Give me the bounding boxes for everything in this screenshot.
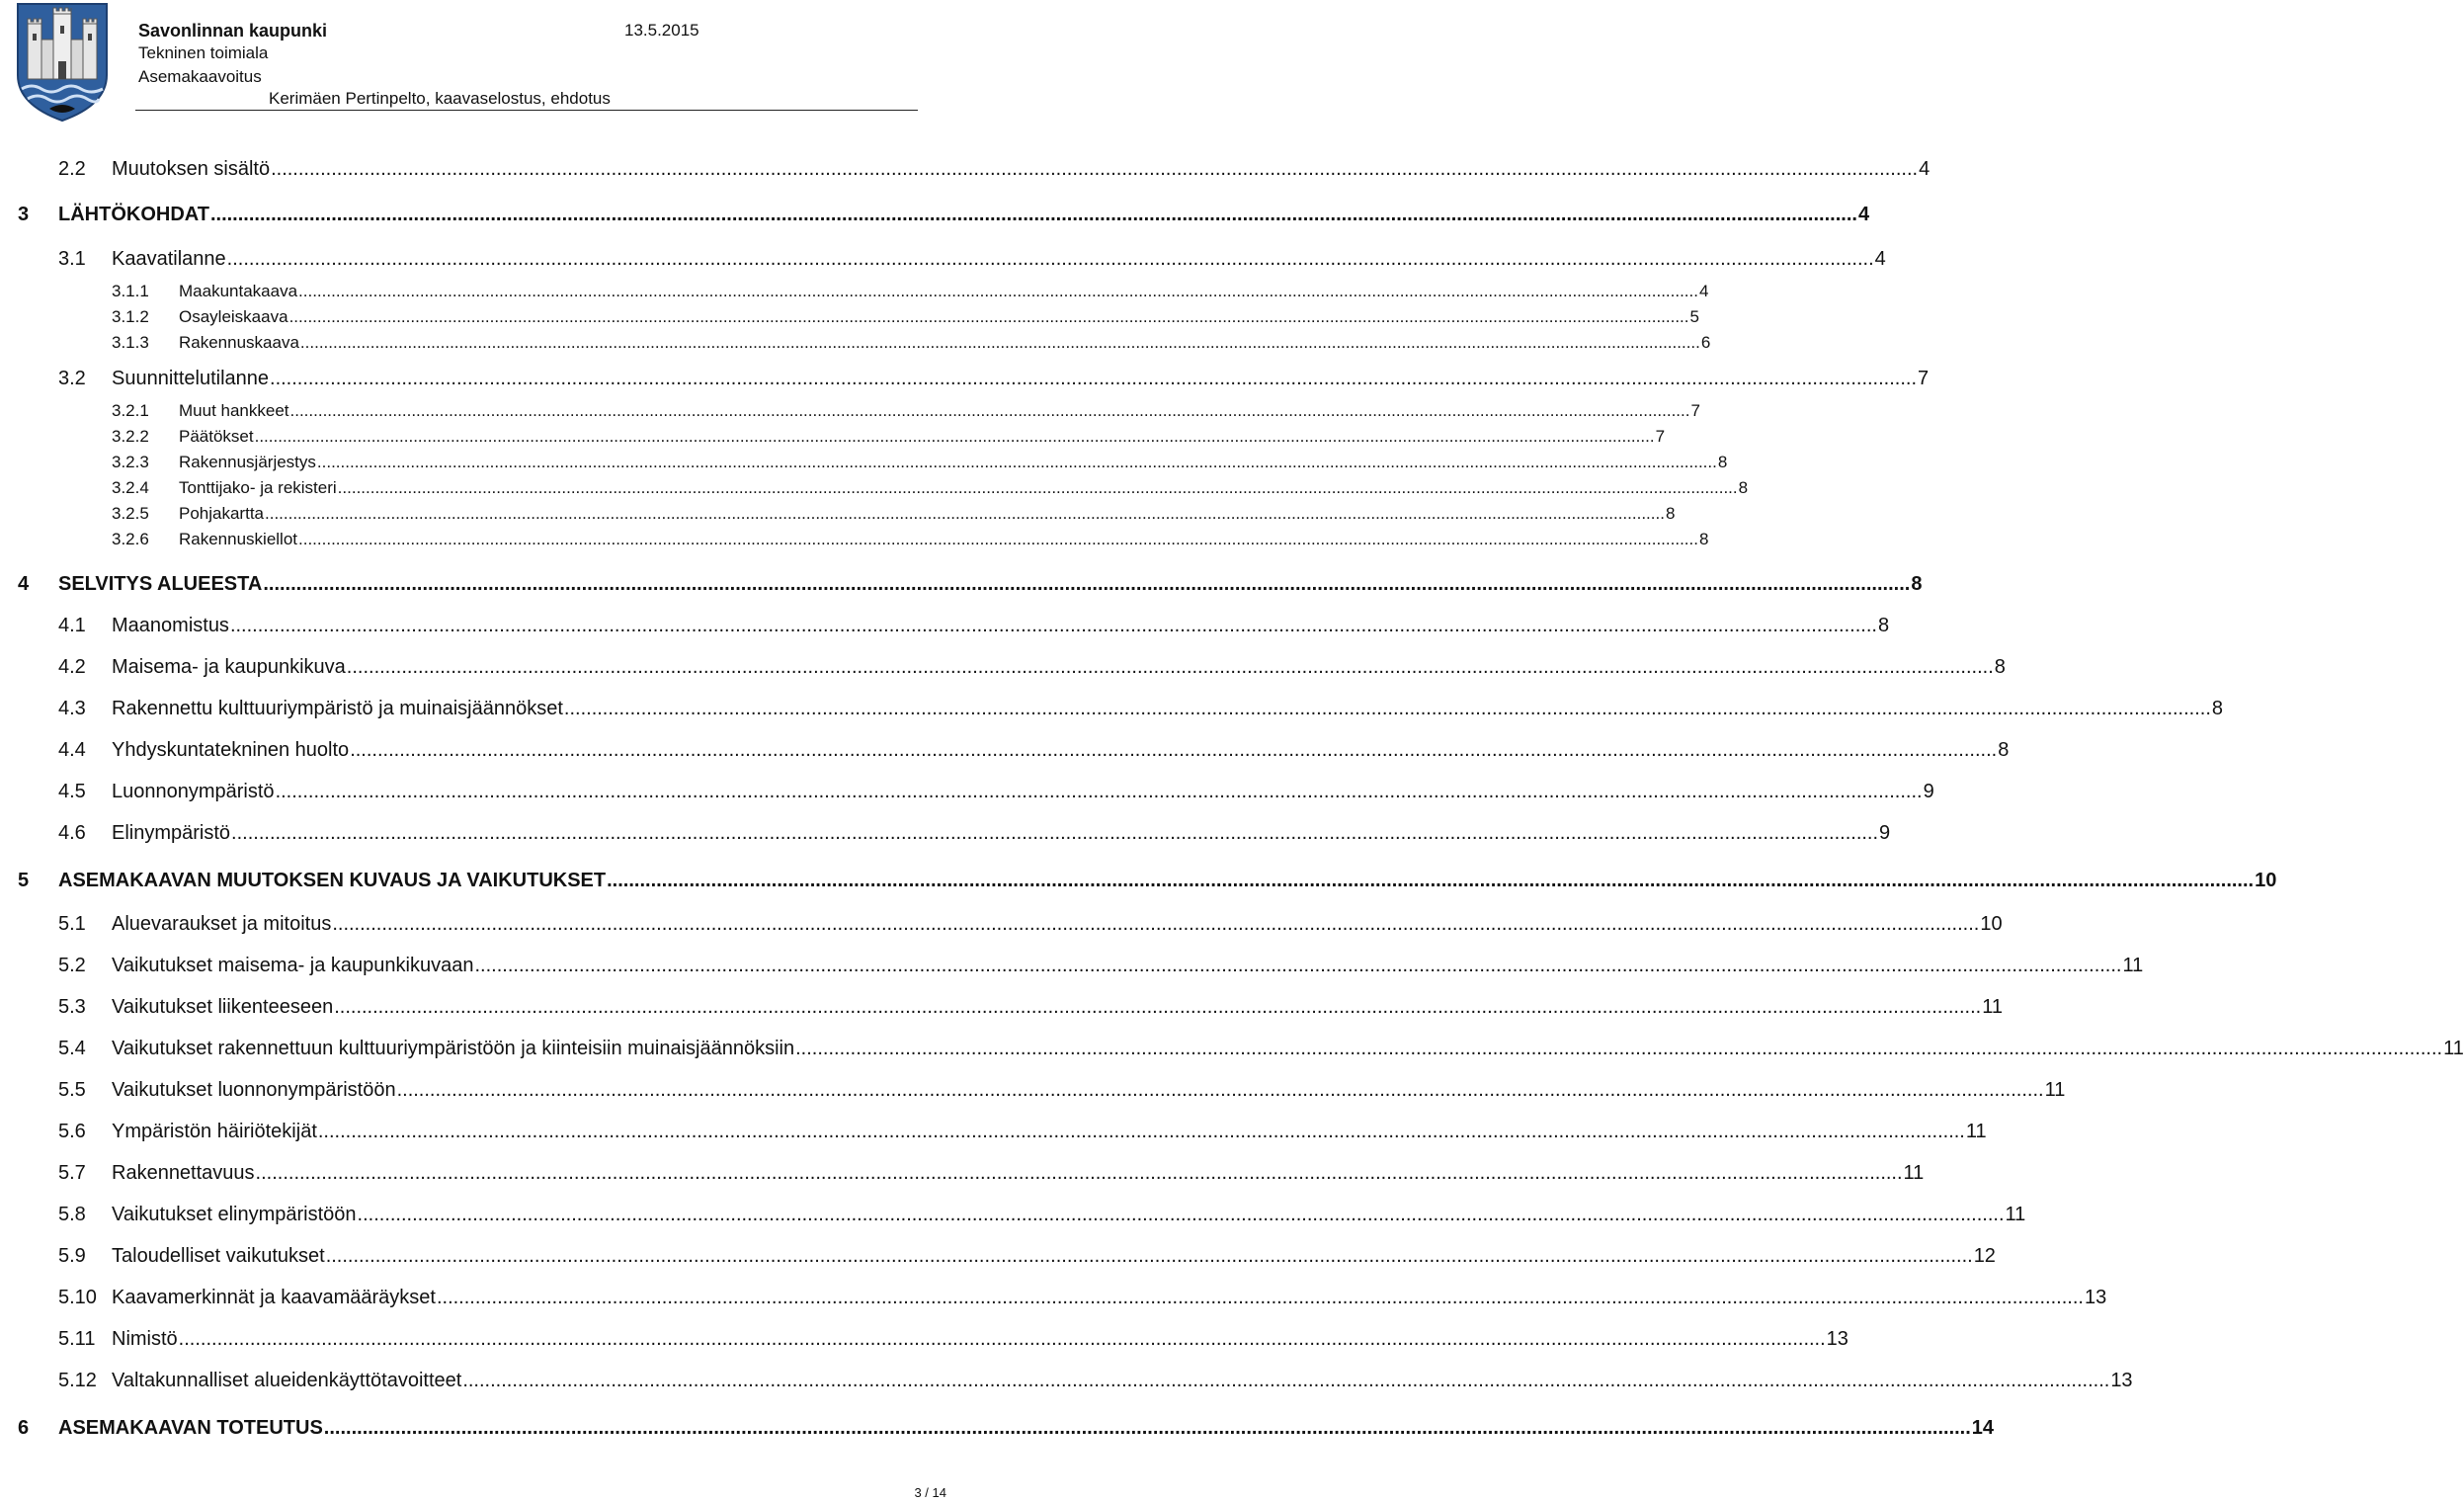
toc-entry[interactable] <box>0 1417 1995 1443</box>
toc-entry-title: Rakennettavuus <box>112 1162 255 1184</box>
toc-entry-title: Osayleiskaava <box>179 307 288 326</box>
toc-entry-page: 7 <box>1690 401 1700 420</box>
toc-entry[interactable] <box>0 1328 1848 1354</box>
toc-leader-dots: ............................................................................................................................................................................................................................................................................................................ <box>563 698 2211 719</box>
page-number: 3 / 14 <box>914 1485 946 1500</box>
toc-entry-line <box>112 158 1930 181</box>
toc-entry-page: 11 <box>1982 996 2003 1018</box>
toc-entry-title: Maanomistus <box>112 615 229 636</box>
toc-leader-dots: ............................................................................................................................................................................................................................................................................................................ <box>346 656 1994 678</box>
toc-entry-title: Rakennuskaava <box>179 333 299 352</box>
toc-entry-page: 8 <box>1911 573 1923 595</box>
toc-entry-page: 9 <box>1879 822 1891 844</box>
toc-entry-number: 3.2.3 <box>112 453 149 471</box>
toc-entry-line <box>112 955 2144 977</box>
toc-entry-number: 5.12 <box>58 1370 97 1391</box>
toc-entry-line <box>112 656 2006 679</box>
toc-entry-line <box>112 822 1891 845</box>
toc-entry-number: 3 <box>18 204 30 225</box>
toc-entry-number: 6 <box>18 1417 30 1439</box>
toc-entry[interactable] <box>0 615 1890 640</box>
toc-entry-number: 3.2.6 <box>112 530 149 548</box>
toc-leader-dots: ............................................................................................................................................................................................................................................................................................................ <box>271 158 1919 180</box>
toc-entry-page: 7 <box>1918 368 1930 389</box>
toc-entry[interactable] <box>0 822 1891 848</box>
toc-entry-line <box>112 913 2003 936</box>
toc-leader-dots: ............................................................................................................................................................................................................................................................................................................ <box>275 781 1923 802</box>
toc-entry[interactable] <box>0 1038 2464 1063</box>
toc-entry-number: 5.10 <box>58 1287 97 1308</box>
toc-leader-dots: ............................................................................................................................................................................................................................................................................................................ <box>178 1328 1826 1350</box>
toc-entry-title: ASEMAKAAVAN MUUTOKSEN KUVAUS JA VAIKUTUKSET <box>58 870 607 891</box>
toc-entry-page: 8 <box>1698 530 1709 548</box>
toc-entry-page: 4 <box>1874 248 1886 270</box>
toc-leader-dots: ............................................................................................................................................................................................................................................................................................................ <box>298 530 1698 548</box>
toc-entry-line <box>112 1204 2026 1226</box>
toc-leader-dots: ............................................................................................................................................................................................................................................................................................................ <box>254 427 1655 446</box>
department-name: Tekninen toimiala <box>138 43 269 62</box>
toc-entry-number: 4 <box>18 573 30 595</box>
toc-leader-dots: ............................................................................................................................................................................................................................................................................................................ <box>229 615 1877 636</box>
toc-leader-dots: ............................................................................................................................................................................................................................................................................................................ <box>357 1204 2005 1225</box>
toc-entry-line <box>112 1245 1996 1268</box>
toc-entry-page: 11 <box>1903 1162 1925 1184</box>
toc-entry[interactable] <box>0 739 2010 765</box>
toc-entry-page: 10 <box>1980 913 2003 935</box>
toc-entry-number: 4.1 <box>58 615 86 636</box>
toc-entry-page: 6 <box>1700 333 1711 352</box>
toc-leader-dots: ............................................................................................................................................................................................................................................................................................................ <box>226 248 1874 270</box>
toc-entry-number: 3.2.2 <box>112 427 149 446</box>
toc-entry-number: 3.1 <box>58 248 86 270</box>
toc-entry[interactable] <box>0 453 1728 474</box>
toc-entry-title: Vaikutukset maisema- ja kaupunkikuvaan <box>112 955 474 976</box>
toc-entry-title: Elinympäristö <box>112 822 231 844</box>
toc-entry-page: 13 <box>2110 1370 2133 1391</box>
toc-entry-number: 5.4 <box>58 1038 86 1059</box>
toc-leader-dots: ............................................................................................................................................................................................................................................................................................................ <box>436 1287 2084 1308</box>
toc-entry-page: 8 <box>1998 739 2010 761</box>
toc-entry-title: Kaavamerkinnät ja kaavamääräykset <box>112 1287 436 1308</box>
toc-entry-number: 5.1 <box>58 913 86 935</box>
toc-entry-number: 4.5 <box>58 781 86 802</box>
toc-entry-line <box>179 401 1700 421</box>
toc-entry-page: 13 <box>2084 1287 2107 1308</box>
toc-entry-title: Vaikutukset rakennettuun kulttuuriympäristöön ja kiinteisiin muinaisjäännöksiin <box>112 1038 795 1059</box>
toc-entry-page: 7 <box>1655 427 1666 446</box>
toc-entry-line <box>112 1328 1848 1351</box>
toc-entry-title: Päätökset <box>179 427 254 446</box>
toc-entry-title: Rakennuskiellot <box>179 530 298 548</box>
toc-entry-line <box>112 615 1890 637</box>
toc-entry-page: 13 <box>1826 1328 1848 1350</box>
toc-entry[interactable] <box>0 530 1709 551</box>
toc-entry-number: 3.1.1 <box>112 282 149 300</box>
toc-entry-number: 5.6 <box>58 1121 86 1142</box>
toc-entry-page: 11 <box>2443 1038 2464 1059</box>
toc-leader-dots: ............................................................................................................................................................................................................................................................................................................ <box>270 368 1918 389</box>
toc-entry-title: Maisema- ja kaupunkikuva <box>112 656 346 678</box>
toc-entry-line <box>179 478 1749 498</box>
toc-entry-number: 3.1.3 <box>112 333 149 352</box>
toc-entry[interactable] <box>0 573 1923 599</box>
toc-leader-dots: ............................................................................................................................................................................................................................................................................................................ <box>337 478 1738 497</box>
toc-entry[interactable] <box>0 656 2006 682</box>
toc-entry-title: Pohjakartta <box>179 504 264 523</box>
toc-entry-page: 10 <box>2255 870 2277 891</box>
unit-name: Asemakaavoitus <box>138 67 262 86</box>
toc-entry-line <box>112 1121 1987 1143</box>
toc-entry-line <box>179 333 1711 353</box>
toc-entry-line <box>112 781 1934 803</box>
toc-leader-dots: ............................................................................................................................................................................................................................................................................................................ <box>209 204 1857 225</box>
toc-entry-number: 5.7 <box>58 1162 86 1184</box>
toc-entry-page: 4 <box>1698 282 1709 300</box>
toc-entry-line <box>179 307 1699 327</box>
toc-leader-dots: ............................................................................................................................................................................................................................................................................................................ <box>350 739 1998 761</box>
toc-entry[interactable] <box>0 427 1666 449</box>
toc-entry-line <box>112 996 2003 1019</box>
toc-entry[interactable] <box>0 478 1749 500</box>
toc-entry[interactable] <box>0 996 2003 1022</box>
toc-entry-title: Vaikutukset luonnonympäristöön <box>112 1079 396 1101</box>
toc-entry-line <box>179 504 1676 524</box>
toc-entry-page: 4 <box>1857 204 1870 225</box>
toc-entry-page: 8 <box>1738 478 1749 497</box>
toc-entry-title: Kaavatilanne <box>112 248 226 270</box>
toc-entry-number: 5.9 <box>58 1245 86 1267</box>
toc-entry[interactable] <box>0 1121 1987 1146</box>
toc-entry-number: 5.2 <box>58 955 86 976</box>
toc-entry-line <box>112 248 1886 271</box>
toc-entry-title: Luonnonympäristö <box>112 781 275 802</box>
toc-entry-page: 9 <box>1923 781 1934 802</box>
toc-entry[interactable] <box>0 1204 2026 1229</box>
toc-entry-title: Aluevaraukset ja mitoitus <box>112 913 332 935</box>
toc-leader-dots: ............................................................................................................................................................................................................................................................................................................ <box>325 1245 1973 1267</box>
toc-entry-title: Taloudelliset vaikutukset <box>112 1245 325 1267</box>
toc-entry-line <box>112 1370 2133 1392</box>
toc-entry-number: 2.2 <box>58 158 86 180</box>
toc-entry-line <box>112 698 2224 720</box>
toc-leader-dots: ............................................................................................................................................................................................................................................................................................................ <box>332 913 1980 935</box>
toc-leader-dots: ............................................................................................................................................................................................................................................................................................................ <box>474 955 2122 976</box>
toc-leader-dots: ............................................................................................................................................................................................................................................................................................................ <box>263 573 1911 595</box>
toc-entry[interactable] <box>0 1079 2066 1105</box>
toc-entry-number: 5.11 <box>58 1328 96 1350</box>
toc-entry-page: 8 <box>1665 504 1676 523</box>
toc-entry-line <box>112 1079 2066 1102</box>
toc-entry-page: 8 <box>1994 656 2006 678</box>
toc-entry-line <box>112 1162 1925 1185</box>
toc-entry[interactable] <box>0 955 2144 980</box>
toc-entry-number: 4.3 <box>58 698 86 719</box>
organization-name: Savonlinnan kaupunki <box>138 21 328 41</box>
toc-entry-number: 3.2 <box>58 368 86 389</box>
toc-entry-page: 4 <box>1919 158 1930 180</box>
toc-entry-title: ASEMAKAAVAN TOTEUTUS <box>58 1417 323 1439</box>
toc-leader-dots: ............................................................................................................................................................................................................................................................................................................ <box>299 333 1700 352</box>
toc-leader-dots: ............................................................................................................................................................................................................................................................................................................ <box>462 1370 2110 1391</box>
toc-entry-title: Valtakunnalliset alueidenkäyttötavoitteet <box>112 1370 462 1391</box>
toc-entry-page: 11 <box>2122 955 2144 976</box>
toc-entry[interactable] <box>0 368 1930 393</box>
toc-entry-page: 14 <box>1971 1417 1995 1439</box>
toc-entry[interactable] <box>0 698 2224 723</box>
toc-entry-title: Rakennusjärjestys <box>179 453 316 471</box>
toc-entry-number: 3.2.1 <box>112 401 149 420</box>
toc-leader-dots: ............................................................................................................................................................................................................................................................................................................ <box>316 453 1717 471</box>
toc-entry-line <box>58 204 1870 226</box>
toc-entry-title: Rakennettu kulttuuriympäristö ja muinaisjäännökset <box>112 698 563 719</box>
toc-entry-line <box>112 1287 2107 1309</box>
toc-entry[interactable] <box>0 333 1711 355</box>
toc-entry-line <box>179 427 1666 447</box>
toc-entry-line <box>179 282 1709 301</box>
toc-entry-title: Vaikutukset liikenteeseen <box>112 996 334 1018</box>
toc-entry[interactable] <box>0 307 1699 329</box>
toc-entry[interactable] <box>0 870 2277 895</box>
toc-leader-dots: ............................................................................................................................................................................................................................................................................................................ <box>289 401 1690 420</box>
toc-entry-number: 5 <box>18 870 30 891</box>
toc-entry-title: Suunnittelutilanne <box>112 368 270 389</box>
toc-entry[interactable] <box>0 504 1676 526</box>
toc-entry-number: 4.2 <box>58 656 86 678</box>
toc-entry-title: Maakuntakaava <box>179 282 298 300</box>
toc-entry[interactable] <box>0 781 1934 806</box>
toc-entry-number: 4.6 <box>58 822 86 844</box>
toc-leader-dots: ............................................................................................................................................................................................................................................................................................................ <box>231 822 1879 844</box>
toc-entry-line <box>58 870 2277 892</box>
toc-entry[interactable] <box>0 1287 2107 1312</box>
toc-entry-number: 3.1.2 <box>112 307 149 326</box>
toc-entry-line <box>112 368 1930 390</box>
toc-entry-number: 5.3 <box>58 996 86 1018</box>
toc-entry-page: 11 <box>2005 1204 2026 1225</box>
toc-entry[interactable] <box>0 1162 1925 1188</box>
toc-entry-title: Muutoksen sisältö <box>112 158 271 180</box>
toc-entry-page: 12 <box>1973 1245 1996 1267</box>
toc-entry-number: 3.2.5 <box>112 504 149 523</box>
toc-entry[interactable] <box>0 204 1870 229</box>
toc-entry-page: 11 <box>1965 1121 1987 1142</box>
toc-entry-number: 3.2.4 <box>112 478 149 497</box>
toc-leader-dots: ............................................................................................................................................................................................................................................................................................................ <box>288 307 1689 326</box>
toc-entry-page: 8 <box>2211 698 2224 719</box>
toc-entry-title: SELVITYS ALUEESTA <box>58 573 263 595</box>
toc-entry[interactable] <box>0 401 1700 423</box>
toc-entry-page: 8 <box>1877 615 1890 636</box>
toc-entry-page: 11 <box>2044 1079 2066 1101</box>
toc-entry-line <box>58 1417 1995 1440</box>
toc-entry-page: 5 <box>1689 307 1699 326</box>
toc-entry[interactable] <box>0 1245 1996 1271</box>
toc-entry-title: Muut hankkeet <box>179 401 289 420</box>
toc-entry[interactable] <box>0 1370 2133 1395</box>
toc-entry-title: Nimistö <box>112 1328 178 1350</box>
toc-entry-number: 4.4 <box>58 739 86 761</box>
document-date: 13.5.2015 <box>624 21 699 40</box>
toc-entry-line <box>179 453 1728 472</box>
toc-entry-line <box>112 1038 2464 1060</box>
toc-entry-title: LÄHTÖKOHDAT <box>58 204 209 225</box>
toc-entry-line <box>179 530 1709 549</box>
toc-leader-dots: ............................................................................................................................................................................................................................................................................................................ <box>396 1079 2044 1101</box>
toc-leader-dots: ............................................................................................................................................................................................................................................................................................................ <box>298 282 1698 300</box>
toc-entry-page: 8 <box>1717 453 1728 471</box>
toc-entry-title: Ympäristön häiriötekijät <box>112 1121 317 1142</box>
toc-entry-number: 5.5 <box>58 1079 86 1101</box>
toc-entry[interactable] <box>0 282 1709 303</box>
toc-entry-number: 5.8 <box>58 1204 86 1225</box>
toc-entry[interactable] <box>0 158 1930 184</box>
toc-entry-title: Vaikutukset elinympäristöön <box>112 1204 357 1225</box>
toc-entry[interactable] <box>0 913 2003 939</box>
toc-entry-title: Yhdyskuntatekninen huolto <box>112 739 350 761</box>
toc-leader-dots: ............................................................................................................................................................................................................................................................................................................ <box>317 1121 1965 1142</box>
toc-entry-line <box>58 573 1923 596</box>
toc-leader-dots: ............................................................................................................................................................................................................................................................................................................ <box>334 996 1982 1018</box>
toc-leader-dots: ............................................................................................................................................................................................................................................................................................................ <box>607 870 2255 891</box>
toc-leader-dots: ............................................................................................................................................................................................................................................................................................................ <box>795 1038 2443 1059</box>
document-title: Kerimäen Pertinpelto, kaavaselostus, ehdotus <box>269 89 611 108</box>
toc-leader-dots: ............................................................................................................................................................................................................................................................................................................ <box>265 504 1665 523</box>
toc-entry-line <box>112 739 2010 762</box>
toc-entry-title: Tonttijako- ja rekisteri <box>179 478 337 497</box>
toc-leader-dots: ............................................................................................................................................................................................................................................................................................................ <box>323 1417 1971 1439</box>
toc-leader-dots: ............................................................................................................................................................................................................................................................................................................ <box>255 1162 1903 1184</box>
toc-entry[interactable] <box>0 248 1886 274</box>
